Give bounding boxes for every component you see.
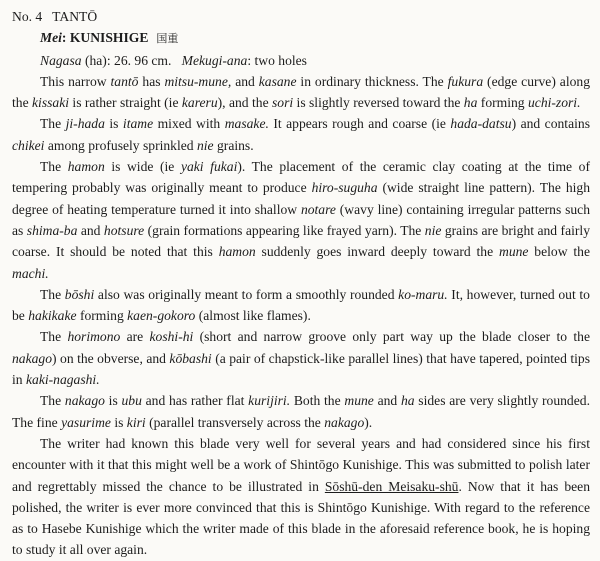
- term: ji-hada: [65, 116, 105, 132]
- nagasa-paren: (ha): [84, 52, 107, 68]
- text-run: in ordinary thickness. The: [296, 73, 448, 89]
- term: hada-datsu: [450, 116, 512, 132]
- term: itame: [122, 116, 154, 132]
- paragraph: [12, 433, 590, 561]
- term: ko-maru.: [398, 286, 448, 302]
- term: shima-ba: [26, 222, 78, 238]
- text-run: and has rather flat: [141, 393, 249, 409]
- paragraph: [12, 390, 590, 433]
- text-run: among profusely sprinkled: [44, 137, 197, 153]
- text-run: (edge curve) along the: [12, 73, 590, 111]
- term: hiro-suguha: [311, 180, 378, 196]
- text-run: is: [110, 414, 127, 430]
- paragraph: [12, 113, 590, 156]
- text-run: grains are bright and fairly coarse. It should be noted that this: [12, 222, 590, 260]
- mekugi-label: Mekugi-ana: [181, 52, 248, 68]
- text-run: ), and the: [217, 95, 272, 111]
- paragraph: [12, 156, 590, 284]
- text-run: sides are very slightly rounded. The fine: [12, 393, 590, 430]
- nagasa-label: Nagasa: [40, 52, 82, 68]
- text-run: (parallel transversely across the: [145, 414, 325, 430]
- text-run: (wide straight line pattern). The high degree of heating temperature turned it into shallow: [12, 180, 590, 217]
- term: nakago: [324, 414, 365, 430]
- text-run: is rather straight (ie: [69, 95, 182, 111]
- mei-label: Mei: [40, 30, 62, 46]
- term: ubu: [121, 393, 142, 409]
- entry-heading: [12, 6, 590, 27]
- text-run: below the: [528, 244, 590, 260]
- entry-title: TANTŌ: [52, 9, 98, 24]
- text-run: (a pair of chapstick-like parallel lines) that have tapered, pointed tips in: [12, 350, 590, 388]
- term: hamon: [67, 159, 105, 175]
- term: mune: [344, 393, 374, 409]
- text-run: are: [120, 329, 150, 345]
- paragraph: [12, 284, 590, 327]
- body-text: [12, 71, 590, 561]
- text-run: The: [40, 329, 68, 345]
- text-run: (grain formations appearing like frayed yarn). The: [144, 222, 425, 238]
- text-run: The: [40, 286, 65, 302]
- term: masake.: [224, 116, 269, 132]
- text-run: ) and contains: [511, 116, 590, 132]
- term: nie: [196, 137, 214, 153]
- text-run: has: [138, 73, 165, 89]
- term: hamon: [218, 244, 256, 260]
- text-run: is wide (ie: [104, 159, 181, 175]
- text-run: ).: [364, 414, 373, 430]
- term: kōbashi: [169, 350, 212, 366]
- text-run: This narrow: [40, 73, 111, 89]
- term: kareru: [181, 95, 218, 111]
- text-run: is slightly reversed toward the: [293, 95, 464, 111]
- text-run: ) on the obverse, and: [52, 350, 170, 366]
- term: nakago: [12, 350, 53, 366]
- mei-line: Mei: KUNISHIGE 国重: [40, 30, 179, 46]
- term: kasane: [258, 73, 297, 89]
- paragraph: [12, 326, 590, 390]
- term: ha: [463, 95, 478, 111]
- text-run: and: [373, 393, 401, 409]
- mei-value: KUNISHIGE: [69, 30, 149, 46]
- text-run: (short and narrow groove only part way up the blade closer to the: [193, 329, 590, 345]
- term: mune: [499, 244, 529, 260]
- paragraph: [12, 71, 590, 114]
- term: sori: [272, 95, 294, 111]
- text-run: forming: [76, 308, 128, 324]
- text-run: Both the: [290, 393, 345, 409]
- term: yaki fukai: [180, 159, 238, 175]
- text-run: . Now that it has been polished, the writer is ever more convinced that this is Shintōgo Kunishige. With regard to the reference as to Hasebe Kunishige which the writer made of this blade in the aforesaid reference book, he is hoping to study it all over again.: [12, 478, 590, 558]
- term: horimono: [67, 329, 121, 345]
- mekugi-value: : two holes: [247, 52, 307, 68]
- term: nie: [424, 222, 442, 238]
- term: tantō: [110, 73, 139, 89]
- text-run: suddenly goes inward deeply toward the: [255, 244, 499, 260]
- term: koshi-hi: [149, 329, 194, 345]
- text-run: (wavy line) containing irregular patterns such as: [12, 201, 591, 238]
- book-title: Sōshū-den Meisaku-shū: [324, 478, 459, 494]
- measurements-line: [12, 50, 590, 71]
- term: notare: [300, 201, 336, 217]
- text-run: is: [104, 393, 122, 409]
- text-run: ). The placement of the ceramic clay coating at the time of tempering probably was originally meant to produce: [12, 159, 590, 196]
- term: mitsu-mune,: [164, 73, 232, 89]
- text-run: The: [40, 159, 68, 175]
- text-run: The writer had known this blade very well for several years and had considered since his first encounter with it that this might well be a work of Shintōgo Kunishige. This was submitted to polish later and regrettably missed the chance to be illustrated in: [12, 435, 590, 494]
- term: kaki-nagashi.: [25, 372, 100, 388]
- term: bōshi: [64, 286, 95, 302]
- term: fukura: [447, 73, 484, 89]
- term: chikei: [12, 137, 45, 153]
- term: yasurime: [61, 414, 111, 430]
- text-run: forming: [477, 95, 528, 111]
- mei-kanji: 国重: [156, 32, 179, 46]
- text-run: also was originally meant to form a smoothly rounded: [94, 286, 399, 302]
- term: machi.: [12, 265, 49, 281]
- term: kaen-gokoro: [127, 308, 196, 324]
- text-run: is: [104, 116, 123, 132]
- term: hakikake: [28, 308, 77, 324]
- text-run: The: [40, 393, 65, 409]
- nagasa-value: : 26. 96 cm.: [106, 52, 172, 68]
- term: kiri: [126, 414, 146, 430]
- term: nakago: [64, 393, 105, 409]
- text-run: The: [40, 116, 66, 132]
- term: kissaki: [32, 95, 70, 111]
- term: hotsure: [103, 222, 145, 238]
- text-run: grains.: [213, 137, 254, 153]
- text-run: It, however, turned out to be: [12, 286, 590, 324]
- term: ha: [400, 393, 415, 409]
- term: uchi-zori.: [527, 95, 581, 111]
- text-run: and: [231, 73, 259, 89]
- text-run: It appears rough and coarse (ie: [268, 116, 451, 132]
- entry-number: No. 4: [12, 9, 43, 24]
- text-run: (almost like flames).: [195, 308, 311, 324]
- text-run: mixed with: [153, 116, 225, 132]
- term: kurijiri.: [248, 393, 291, 409]
- text-run: and: [77, 222, 104, 238]
